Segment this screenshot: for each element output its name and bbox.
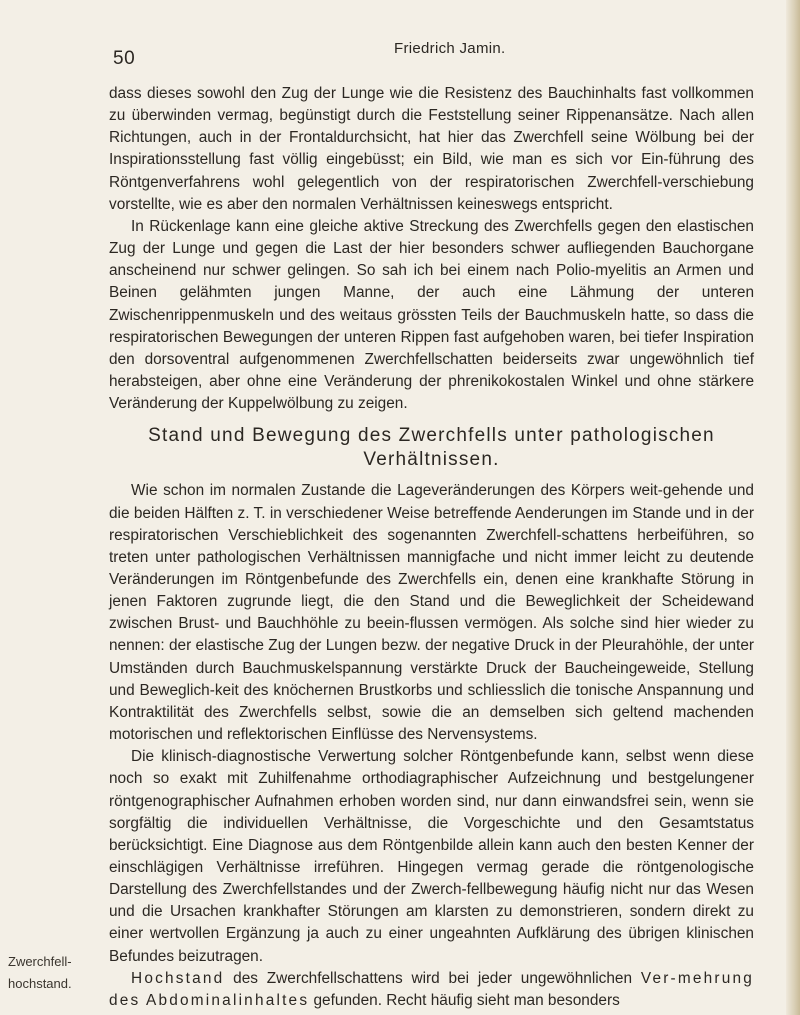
page-header: [0, 40, 800, 70]
page-number: 50: [113, 48, 136, 69]
spaced-term-vermehrung: Ver-mehrung des Abdominalinhaltes: [109, 969, 754, 1009]
running-head: Friedrich Jamin.: [394, 40, 506, 57]
paragraph-1: dass dieses sowohl den Zug der Lunge wie die Resistenz des Bauchinhalts fast vollkommen zu überwinden vermag, begünstigt durch die Feststellung seiner Rippenansätze. Nach allen Richtungen, auch in der Frontaldurchsicht, hat hier das Zwerchfell seine Wölbung bei der Inspirationsstellung fast völlig eingebüsst; ein Bild, wie man es sich vor Ein-führung des Röntgenverfahrens wohl gelegentlich von der respiratorischen Zwerchfell-verschiebung vorstellte, wie es aber den normalen Verhältnissen keineswegs entspricht.: [109, 85, 754, 213]
paragraph-3: Wie schon im normalen Zustande die Lageveränderungen des Körpers weit-gehende und die beiden Hälften z. T. in verschiedener Weise betreffende Aenderungen im Stande und in der respiratorischen Verschieblichkeit des sogenannten Zwerchfell-schattens herbeiführen, so treten unter pathologischen Verhältnissen mannigfache und nicht immer leicht zu deutende Veränderungen im Röntgenbefunde des Zwerchfells ein, denen eine krankhafte Störung in jenen Faktoren zugrunde liegt, die den Stand und die Beweglichkeit der Scheidewand zwischen Brust- und Bauchhöhle zu beein-flussen vermögen. Als solche sind hier wieder zu nennen: der elastische Zug der Lungen bezw. der negative Druck in der Pleurahöhle, der unter Umständen durch Bauchmuskelspannung verstärkte Druck der Baucheingeweide, Stellung und Beweglich-keit des knöchernen Brustkorbs und schliesslich die tonische Anspannung und Kontraktilität des Zwerchfells selbst, sowie die an demselben sich geltend machenden motorischen und reflektorischen Einflüsse des Nervensystems.: [109, 482, 754, 744]
paragraph-4: Die klinisch-diagnostische Verwertung solcher Röntgenbefunde kann, selbst wenn diese noch so exakt mit Zuhilfenahme orthodiagraphischer Aufzeichnung und bestgelungener röntgenographischer Aufnahmen erhoben worden sind, nur dann einwandsfrei sein, wenn sie sorgfältig die individuellen Verhältnisse, die Vorgeschichte und den Gesamtstatus berücksichtigt. Eine Diagnose aus dem Röntgenbilde allein kann auch den besten Kenner der einschlägigen Verhältnisse irreführen. Hingegen vermag gerade die röntgenologische Darstellung des Zwerchfellstandes und der Zwerch-fellbewegung häufig nicht nur das Wesen und die Ursachen krankhafter Störungen am klarsten zu demonstrieren, sondern direkt zu einer wertvollen Ergänzung ja auch zu einer ungeahnten Aufklärung des übrigen klinischen Befundes beizutragen.: [109, 748, 754, 965]
spaced-term-hochstand: Hochstand: [131, 969, 225, 987]
section-heading: Stand und Bewegung des Zwerchfells unter pathologischen Verhältnissen.: [148, 425, 715, 471]
margin-note-line-1: Zwerchfell-: [8, 954, 72, 969]
paragraph-5: [109, 968, 754, 1012]
paragraph-5-text-2: gefunden. Recht häufig sieht man besonders: [309, 991, 620, 1009]
margin-note-line-2: hochstand.: [8, 976, 72, 991]
paragraph-5-text-1: des Zwerchfellschattens wird bei jeder ungewöhnlichen: [224, 969, 641, 987]
page-edge: [786, 0, 800, 1015]
body-text: [109, 83, 754, 1012]
paragraph-2: In Rückenlage kann eine gleiche aktive Streckung des Zwerchfells gegen den elastischen Zug der Lunge und gegen die Last der hier besonders schwer aufliegenden Bauchorgane anscheinend nur schwer gelingen. So sah ich bei einem nach Polio-myelitis an Armen und Beinen gelähmten jungen Manne, der auch eine Lähmung der unteren Zwischenrippenmuskeln und des weitaus grössten Teils der Bauchmuskeln hatte, so dass die respiratorischen Bewegungen der unteren Rippen fast aufgehoben waren, bei tiefer Inspiration den dorsoventral aufgenommenen Zwerchfellschatten beiderseits zwar ungewöhnlich tief herabsteigen, aber ohne eine Veränderung der phrenikokostalen Winkel und ohne stärkere Veränderung der Kuppelwölbung zu zeigen.: [109, 217, 754, 413]
